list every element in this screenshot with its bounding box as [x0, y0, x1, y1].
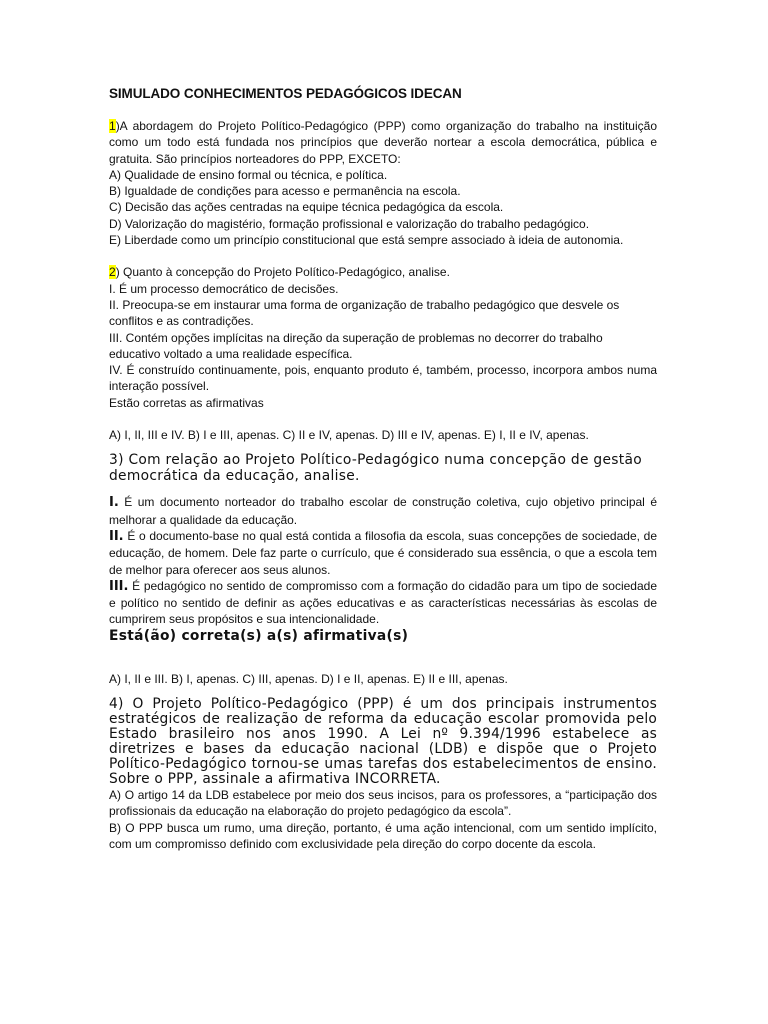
- q3-item-ii: [109, 528, 657, 578]
- q3-item-iii: [109, 578, 657, 628]
- q3-item-iii-text: É pedagógico no sentido de compromisso com a formação do cidadão para um tipo de sociedade e político no sentido de definir as ações educativas e as características necessárias às escolas de cumprirem seus propósitos e sua intencionalidade.: [109, 578, 657, 627]
- question-2: [109, 264, 657, 443]
- q3-item-ii-number: II.: [109, 528, 124, 544]
- q3-item-i-text: É um documento norteador do trabalho escolar de construção coletiva, cujo objetivo principal é melhorar a qualidade da educação.: [109, 495, 657, 527]
- question-4-stem: 4) O Projeto Político-Pedagógico (PPP) é um dos principais instrumentos estratégicos de realização de reforma da educação escolar promovida pelo Estado brasileiro nos anos 1990. A Lei nº 9.394/1996 estabelece as diretrizes e bases da educação nacional (LDB) e dispõe que o Projeto Político-Pedagógico tornou-se umas tarefas dos estabelecimentos de ensino. Sobre o PPP, assinale a afirmativa INCORRETA.: [109, 696, 657, 788]
- question-1-text: )A abordagem do Projeto Político-Pedagógico (PPP) como organização do trabalho na instituição como um todo está fundada nos princípios que deverão nortear a escola democrática, pública e gratuita. São princípios norteadores do PPP, EXCETO:: [109, 119, 657, 166]
- spacer: [109, 411, 657, 427]
- q4-option-b: B) O PPP busca um rumo, uma direção, portanto, é uma ação intencional, com um sentido implícito, com um compromisso definido com exclusividade pela direção do corpo docente da escola.: [109, 820, 657, 851]
- q2-item-iii: III. Contém opções implícitas na direção da superação de problemas no decorrer do trabalho educativo voltado a uma realidade específica.: [109, 330, 603, 361]
- q1-option-b: B) Igualdade de condições para acesso e permanência na escola.: [109, 184, 461, 199]
- q2-item-iv: IV. É construído continuamente, pois, enquanto produto é, também, processo, incorpora ambos numa interação possível.: [109, 363, 657, 394]
- q1-option-a: A) Qualidade de ensino formal ou técnica, e política.: [109, 167, 388, 182]
- q3-item-iii-number: III.: [109, 578, 129, 594]
- q2-item-ii: II. Preocupa-se em instaurar uma forma de organização de trabalho pedagógico que desvele os conflitos e as contradições.: [109, 297, 620, 329]
- question-2-number: 2: [109, 265, 116, 280]
- spacer: [109, 484, 657, 494]
- spacer: [109, 248, 657, 264]
- q3-item-ii-text: É o documento-base no qual está contida a filosofia da escola, suas concepções de sociedade, de educação, de homem. Dele faz parte o currículo, que é considerado sua essência, o que a escola tem de melhor para oferecer aos seus alunos.: [109, 528, 657, 577]
- question-3: [109, 453, 657, 687]
- q1-option-d: D) Valorização do magistério, formação profissional e valorização do trabalho pedagógico.: [109, 216, 590, 231]
- q1-option-c: C) Decisão das ações centradas na equipe técnica pedagógica da escola.: [109, 200, 504, 215]
- question-2-stem: [109, 264, 657, 280]
- question-3-stem: 3) Com relação ao Projeto Político-Pedagógico numa concepção de gestão democrática da educação, analise.: [109, 452, 642, 484]
- q3-item-i: [109, 494, 657, 528]
- question-1-number: 1: [109, 119, 116, 133]
- question-4: [109, 697, 657, 852]
- question-1-stem: [109, 118, 657, 167]
- q3-item-i-number: I.: [109, 495, 119, 511]
- q3-ask: Está(ão) correta(s) a(s) afirmativa(s): [109, 627, 409, 644]
- question-1: [109, 118, 657, 248]
- question-2-text: ) Quanto à concepção do Projeto Político-Pedagógico, analise.: [115, 265, 450, 280]
- q3-answers: A) I, II e III. B) I, apenas. C) III, apenas. D) I e II, apenas. E) II e III, apenas.: [109, 671, 508, 686]
- q2-item-i: I. É um processo democrático de decisões.: [109, 281, 339, 296]
- document-title: SIMULADO CONHECIMENTOS PEDAGÓGICOS IDECAN: [109, 86, 462, 101]
- q4-option-a: A) O artigo 14 da LDB estabelece por meio dos seus incisos, para os professores, a “participação dos profissionais da educação na elaboração do projeto pedagógico da escola”.: [109, 788, 657, 819]
- spacer: [109, 645, 657, 671]
- q2-answers: A) I, II, III e IV. B) I e III, apenas. C) II e IV, apenas. D) III e IV, apenas. E) I, II e IV, apenas.: [109, 428, 589, 443]
- q1-option-e: E) Liberdade como um princípio constitucional que está sempre associado à ideia de autonomia.: [109, 233, 624, 248]
- document-page: [109, 86, 657, 852]
- q2-ask: Estão corretas as afirmativas: [109, 395, 264, 410]
